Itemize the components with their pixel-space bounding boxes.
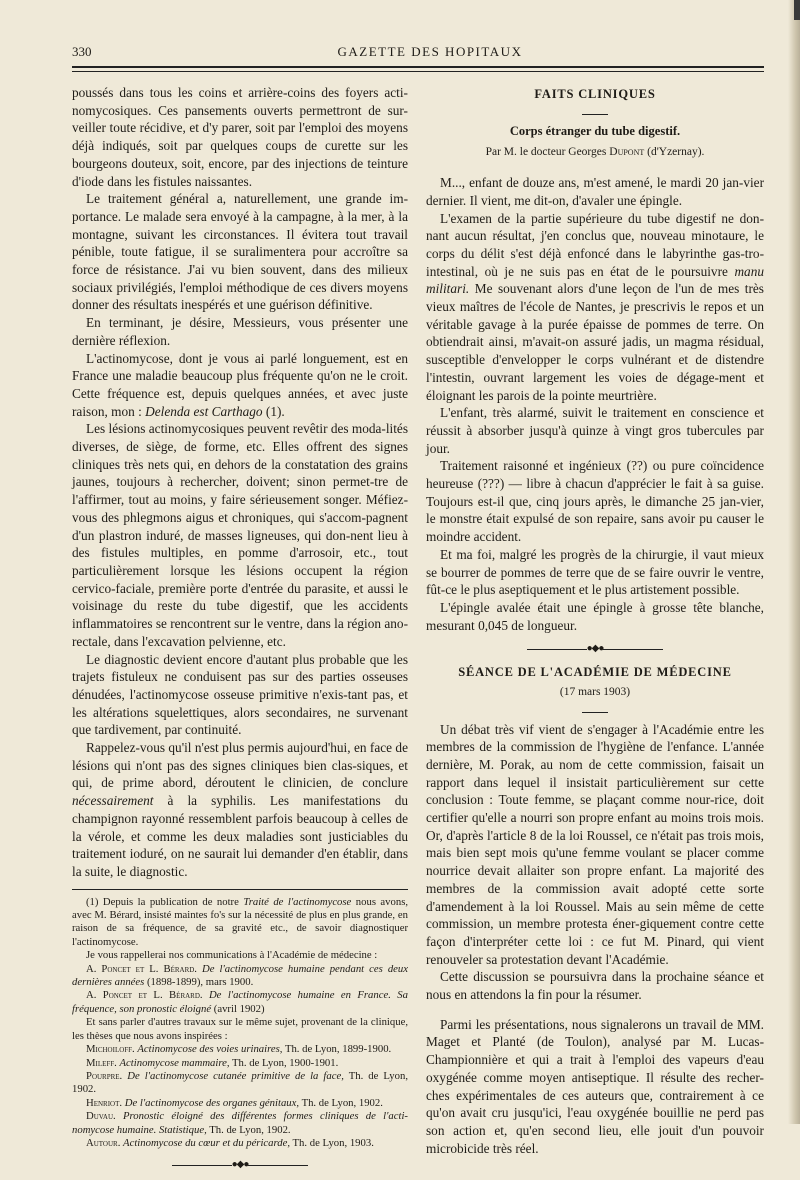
paragraph-text: L'examen de la partie supérieure du tube digestif ne don-nant aucun résultat, j'en conclus que, nouveau minotaure, le corps du délit s'est déjà enfoncé dans le labyrinthe gas-tro-intestinal, où je ne suis pas en état de le poursuivre xyxy=(426,210,764,279)
paragraph: poussés dans tous les coins et arrière-coins des foyers acti-nomycosiques. Ces pansements ouverts permettront de sur-veiller toute récidive, et d'y parer, soit par l'emploi des moyens déjà indiqués, soit par quelques coups de curette sur les bourgeons douteux, soit, encore, par des injections de teinture d'iode dans les fistules naissantes. xyxy=(72,85,408,189)
thesis-tail: Th. de Lyon, 1900-1901. xyxy=(232,1056,339,1069)
thesis-item xyxy=(72,1070,408,1097)
reference xyxy=(72,963,408,990)
paragraph: Parmi les présentations, nous signalerons un travail de MM. Maget et Planté (de Toulon), analysé par M. Lucas-Championnière et qui a trait à l'emploi des vapeurs d'eau oxygénée comme moyen antiseptique. Il résulte des recher-ches expérimentales de ces auteurs que, contrairement à ce qu'on avait cru jusqu'ici, l'eau oxygénée bouillie ne perd pas son action et, qu'en second lieu, elle jouit d'un pouvoir microbicide très réel. xyxy=(426,1016,764,1156)
page-number: 330 xyxy=(72,44,92,59)
byline-suffix: (d'Yzernay). xyxy=(647,146,705,159)
thesis-item xyxy=(72,1137,408,1150)
footnote-rule xyxy=(72,889,408,890)
ref-authors: A. Poncet et L. Bérard. xyxy=(86,989,203,1002)
paragraph xyxy=(426,210,764,405)
footnote-ref: (1). xyxy=(265,403,285,419)
thesis-item xyxy=(72,1097,408,1110)
thesis-title: Pronostic éloigné des différentes formes cliniques de l'acti-nomycose humaine. Statistique, xyxy=(72,1110,408,1136)
spacer xyxy=(426,1004,764,1016)
ref-title: De l'actinomycose humaine pendant ces deux dernières années xyxy=(72,962,408,989)
paragraph: Traitement raisonné et ingénieux (??) ou pure coïncidence heureuse (???) — libre à chacun d'apprécier le fait à sa guise. Toujours est-il que, cinq jours après, le dimanche 25 jan-vier, le monstre était expulsé de son repaire, sans avoir pu causer le moindre accident. xyxy=(426,458,764,545)
header-rule-thick xyxy=(72,66,764,68)
footnote-text: (1) Depuis la publication de notre xyxy=(86,895,239,908)
paragraph: En terminant, je désire, Messieurs, vous présenter une dernière réflexion. xyxy=(72,315,408,348)
journal-title: GAZETTE DES HOPITAUX xyxy=(337,44,523,59)
end-ornament: ●◆● xyxy=(72,1156,408,1174)
paragraph-text: Me souvenant alors d'une leçon de l'un de mes très vieux maîtres de l'école de Nantes, je prescrivis le repos et un véritable gavage à la purée épaisse de pommes de terre. On obtiendrait ainsi, m'avait-on assuré jadis, un magma résidual, susceptible d'envelopper le corps vulnérant et de distendre l'intestin, ouvrant largement les voies de dégage-ment et éloignant les parois de la pointe meurtrière. xyxy=(426,281,764,403)
footnote-title: Traité de l'actinomycose xyxy=(243,895,352,908)
paragraph-text: Rappelez-vous qu'il n'est plus permis aujourd'hui, en face de lésions qui n'ont pas des signes cliniques bien clas-siques, et qui, de prime abord, déroutent le clinicien, de conclure xyxy=(72,740,408,791)
section-rule xyxy=(582,712,608,713)
paragraph: Le traitement général a, naturellement, une grande im-portance. Le malade sera envoyé à la campagne, à la mer, à la montagne, suivant les circonstances. Il évitera tout travail pénible, toute fatigue, il se suralimentera pour accroître sa force de résistance. J'ai vu bien souvent, dans des milieux sociaux privilégiés, l'emploi méthodique de ces divers moyens donner des résultats inespérés et une guérison définitive. xyxy=(72,191,408,313)
thesis-tail: Th. de Lyon, 1902. xyxy=(209,1123,291,1136)
footnote: Et sans parler d'autres travaux sur le même sujet, provenant de la clinique, les thèses que nous avons inspirées : xyxy=(72,1016,408,1042)
thesis-item xyxy=(72,1057,408,1070)
paragraph: L'enfant, très alarmé, suivit le traitement en conscience et réussit à absorber jusqu'à quinze à vingt gros tubercules par jour. xyxy=(426,405,764,456)
thesis-author: Pourpre. xyxy=(86,1069,123,1082)
left-column xyxy=(72,84,408,1180)
page-edge xyxy=(788,0,800,1124)
ref-authors: A. Poncet et L. Bérard. xyxy=(86,962,197,975)
paragraph: Cette discussion se poursuivra dans la prochaine séance et nous en attendons la fin pour la résumer. xyxy=(426,969,764,1003)
section-ornament: ●◆● xyxy=(426,640,764,658)
paragraph-text: L'actinomycose, dont je vous ai parlé longuement, est en France une maladie beaucoup plus fréquente qu'on ne le croit. Cette fréquence est, depuis quelques années, et avec juste raison, mon : xyxy=(72,350,408,419)
paragraph: M..., enfant de douze ans, m'est amené, le mardi 20 jan-vier dernier. Il vient, me dit-on, d'avaler une épingle. xyxy=(426,175,764,208)
byline-prefix: Par M. le docteur Georges xyxy=(485,146,607,159)
paragraph: Le diagnostic devient encore d'autant plus probable que les trajets fistuleux ne conduisent pas sur des parties osseuses dénudées, l'actinomycose osseuse primitive n'exis-tant pas, et les altérations squelettiques, alors secondaires, ne survenant que tardivement, par continuité. xyxy=(72,651,408,738)
section-rule xyxy=(582,114,608,115)
article-title: Corps étranger du tube digestif. xyxy=(509,123,681,138)
footnote: Je vous rappellerai nos communications à l'Académie de médecine : xyxy=(86,949,378,962)
thesis-title: Actinomycose des voies urinaires, xyxy=(137,1043,283,1056)
header-rule-thin xyxy=(72,71,764,72)
article-byline xyxy=(426,144,764,162)
thesis-author: Autour. xyxy=(86,1136,121,1149)
thesis-tail: Th. de Lyon, 1903. xyxy=(292,1136,374,1149)
thesis-item xyxy=(72,1043,408,1056)
right-column xyxy=(426,84,764,1157)
footnote-text: nous avons, avec M. Bérard, insisté maintes fo's sur la nécessité de plus en plus grande, en raison de sa fréquence, de sa gravité etc., de savoir diagnostiquer l'actinomycose. xyxy=(72,895,409,948)
italic-word: nécessairement xyxy=(72,793,154,809)
reference xyxy=(72,989,408,1016)
section-title: FAITS CLINIQUES xyxy=(534,87,656,101)
italic-phrase: manu militari. xyxy=(426,263,764,297)
thesis-tail: Th. de Lyon, 1902. xyxy=(301,1096,383,1109)
byline-name: Dupont xyxy=(609,146,645,159)
paragraph-text: à la syphilis. Les manifestations du champignon rayonné ressemblent parfois beaucoup à celles de la vérole, et comme les deux maladies sont justiciables du traitement ioduré, on ne saurait lui demander d'en établir, dans la suite, le diagnostic. xyxy=(72,793,408,879)
footnotes xyxy=(72,896,408,1151)
ref-title: De l'actinomycose humaine en France. Sa fréquence, son pronostic éloigné xyxy=(72,989,408,1015)
ref-tail: (1898-1899), mars 1900. xyxy=(147,976,254,989)
paragraph: L'épingle avalée était une épingle à grosse tête blanche, mesurant 0,045 de longueur. xyxy=(426,599,764,633)
paragraph xyxy=(72,350,408,421)
thesis-author: Mileff. xyxy=(86,1056,117,1069)
thesis-title: De l'actinomycose des organes génitaux, xyxy=(124,1096,300,1109)
paragraph xyxy=(72,739,408,881)
thesis-author: Henriot. xyxy=(86,1096,123,1109)
ref-tail: (avril 1902) xyxy=(213,1002,265,1015)
paragraph: Un débat très vif vient de s'engager à l'Académie entre les membres de la commission de l'hygiène de l'enfance. L'année dernière, M. Porak, au nom de cette commission, faisait un rapport dans lequel il insistait particulièrement sur cette conclusion : Toute femme, se plaçant comme nour-rice, doit certifier qu'elle a nourri son propre enfant au moins trois mois. Or, d'après l'article 8 de la loi Roussel, ce n'était pas trois mois, mais bien sept mois qu'une femme voulant se placer comme nourrice devait allaiter son propre enfant. La majorité des membres de la commission avait adopté cette sorte d'amendement à la loi Roussel. Mais au sein même de cette commission, un membre protesta éner-giquement contre cette façon d'interpréter cette loi : ce fut M. Pinard, qui vient renouveler sa protestation devant l'Académie. xyxy=(426,721,764,967)
edge-marker xyxy=(794,0,800,20)
section-date: (17 mars 1903) xyxy=(559,685,631,698)
thesis-title: De l'actinomycose cutanée primitive de la face, xyxy=(127,1069,344,1082)
footnote xyxy=(72,896,408,950)
paragraph: Et ma foi, malgré les progrès de la chirurgie, il vaut mieux se bourrer de pommes de terre que de se faire ouvrir le ventre, fût-ce le plus aseptiquement et le plus artistement possible. xyxy=(426,546,764,598)
thesis-title: Actinomycose mammaire, xyxy=(119,1056,230,1069)
section-title: SÉANCE DE L'ACADÉMIE DE MÉDECINE xyxy=(458,665,732,680)
thesis-author: Michoiloff. xyxy=(86,1043,135,1056)
paragraph: Les lésions actinomycosiques peuvent revêtir des moda-lités diverses, de siège, de forme, etc. Elles offrent des signes cliniques très nets qui, en dehors de la constatation des grains jaunes, toujours à rechercher, doivent; sinon permet-tre de l'affirmer, tout au moins, y faire sérieusement songer. Méfiez-vous des phlegmons aigus et chroniques, qui s'accom-pagnent d'un plastron induré, de masses ligneuses, qui don-nent lieu à des fistules multiples, en pomme d'arrosoir, etc., tout particulièrement lorsque les lésions occupent la région cervico-faciale, première porte d'entrée du parasite, et aussi le voisinage du reste du tube digestif, que les accidents inflammatoires se rencontrent sur le ventre, dans la région ano-rectale, dans l'excavation pelvienne, etc. xyxy=(72,421,408,649)
thesis-title: Actinomycose du cœur et du péricarde, xyxy=(123,1136,291,1149)
thesis-author: Duvau. xyxy=(86,1110,116,1123)
thesis-tail: Th. de Lyon, 1899-1900. xyxy=(284,1043,392,1056)
italic-phrase: Delenda est Carthago xyxy=(145,403,263,419)
thesis-tail: Th. de Lyon, 1902. xyxy=(72,1069,409,1096)
